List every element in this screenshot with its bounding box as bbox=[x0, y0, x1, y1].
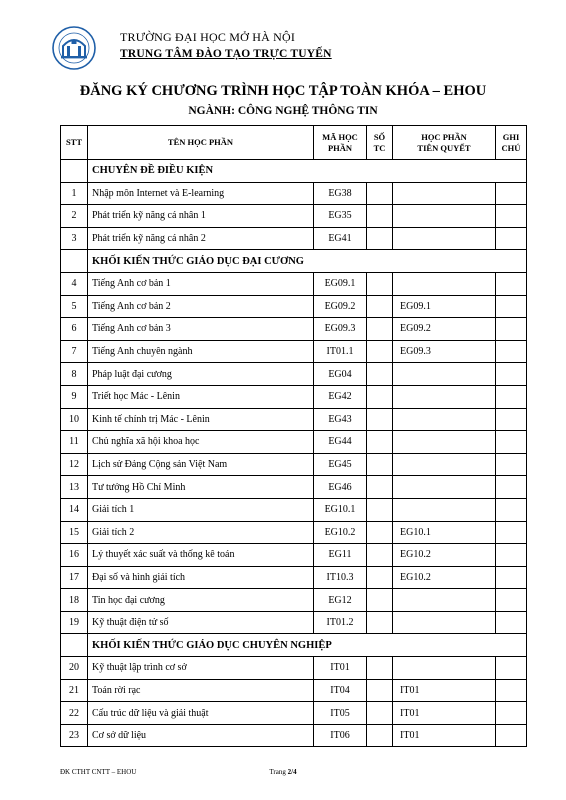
credits-cell bbox=[367, 702, 393, 725]
course-code-cell: EG04 bbox=[314, 363, 367, 386]
prerequisite-cell bbox=[393, 272, 496, 295]
course-code-cell: IT06 bbox=[314, 724, 367, 747]
course-code-cell: EG41 bbox=[314, 227, 367, 250]
credits-cell bbox=[367, 227, 393, 250]
credits-cell bbox=[367, 453, 393, 476]
course-code-cell: EG35 bbox=[314, 205, 367, 228]
prerequisite-cell bbox=[393, 408, 496, 431]
stt-cell: 15 bbox=[61, 521, 88, 544]
credits-cell bbox=[367, 566, 393, 589]
table-row bbox=[61, 408, 527, 431]
stt-cell: 3 bbox=[61, 227, 88, 250]
note-cell bbox=[496, 476, 527, 499]
course-code-cell: EG10.2 bbox=[314, 521, 367, 544]
credits-cell bbox=[367, 385, 393, 408]
course-name-cell: Lý thuyết xác suất và thống kê toán bbox=[88, 544, 314, 567]
note-cell bbox=[496, 363, 527, 386]
course-code-cell: IT05 bbox=[314, 702, 367, 725]
course-code-cell: EG38 bbox=[314, 182, 367, 205]
credits-cell bbox=[367, 295, 393, 318]
table-row bbox=[61, 182, 527, 205]
table-row bbox=[61, 589, 527, 612]
prerequisite-cell: IT01 bbox=[393, 679, 496, 702]
course-code-cell: EG12 bbox=[314, 589, 367, 612]
note-cell bbox=[496, 205, 527, 228]
prerequisite-cell: IT01 bbox=[393, 724, 496, 747]
prerequisite-cell: EG09.3 bbox=[393, 340, 496, 363]
course-name-cell: Pháp luật đại cương bbox=[88, 363, 314, 386]
prerequisite-cell bbox=[393, 657, 496, 680]
note-cell bbox=[496, 611, 527, 634]
prerequisite-cell bbox=[393, 363, 496, 386]
stt-cell: 18 bbox=[61, 589, 88, 612]
course-name-cell: Tin học đại cương bbox=[88, 589, 314, 612]
note-cell bbox=[496, 498, 527, 521]
course-name-cell: Kỹ thuật điện tử số bbox=[88, 611, 314, 634]
prerequisite-cell bbox=[393, 498, 496, 521]
prerequisite-cell: EG10.2 bbox=[393, 566, 496, 589]
credits-cell bbox=[367, 318, 393, 341]
stt-cell: 16 bbox=[61, 544, 88, 567]
note-cell bbox=[496, 340, 527, 363]
course-name-cell: Toán rời rạc bbox=[88, 679, 314, 702]
stt-cell: 9 bbox=[61, 385, 88, 408]
table-row bbox=[61, 476, 527, 499]
prerequisite-cell bbox=[393, 611, 496, 634]
note-cell bbox=[496, 408, 527, 431]
prerequisite-cell: IT01 bbox=[393, 702, 496, 725]
credits-cell bbox=[367, 724, 393, 747]
header-note: GHI CHÚ bbox=[496, 126, 527, 160]
stt-cell: 22 bbox=[61, 702, 88, 725]
course-table bbox=[60, 125, 527, 747]
note-cell bbox=[496, 295, 527, 318]
section-stt-cell bbox=[61, 634, 88, 657]
table-row bbox=[61, 295, 527, 318]
page-number: 2/4 bbox=[287, 768, 297, 776]
course-name-cell: Phát triển kỹ năng cá nhân 1 bbox=[88, 205, 314, 228]
credits-cell bbox=[367, 340, 393, 363]
prerequisite-cell bbox=[393, 431, 496, 454]
center-name: TRUNG TÂM ĐÀO TẠO TRỰC TUYẾN bbox=[120, 48, 332, 60]
note-cell bbox=[496, 702, 527, 725]
table-row bbox=[61, 544, 527, 567]
section-heading: KHỐI KIẾN THỨC GIÁO DỤC CHUYÊN NGHIỆP bbox=[88, 634, 527, 657]
prerequisite-cell bbox=[393, 182, 496, 205]
footer-page: Trang 2/4 bbox=[269, 768, 297, 776]
prerequisite-cell bbox=[393, 589, 496, 612]
table-row bbox=[61, 385, 527, 408]
prerequisite-cell bbox=[393, 205, 496, 228]
note-cell bbox=[496, 431, 527, 454]
credits-cell bbox=[367, 521, 393, 544]
note-cell bbox=[496, 453, 527, 476]
note-cell bbox=[496, 657, 527, 680]
table-row bbox=[61, 363, 527, 386]
table-row bbox=[61, 657, 527, 680]
course-name-cell: Tiếng Anh chuyên ngành bbox=[88, 340, 314, 363]
course-code-cell: EG45 bbox=[314, 453, 367, 476]
stt-cell: 1 bbox=[61, 182, 88, 205]
header-credits: SỐ TC bbox=[367, 126, 393, 160]
table-row bbox=[61, 272, 527, 295]
table-row bbox=[61, 566, 527, 589]
section-heading: KHỐI KIẾN THỨC GIÁO DỤC ĐẠI CƯƠNG bbox=[88, 250, 527, 273]
course-name-cell: Kinh tế chính trị Mác - Lênin bbox=[88, 408, 314, 431]
course-code-cell: IT01 bbox=[314, 657, 367, 680]
stt-cell: 20 bbox=[61, 657, 88, 680]
credits-cell bbox=[367, 544, 393, 567]
note-cell bbox=[496, 272, 527, 295]
table-row bbox=[61, 227, 527, 250]
credits-cell bbox=[367, 182, 393, 205]
stt-cell: 13 bbox=[61, 476, 88, 499]
section-row bbox=[61, 634, 527, 657]
prerequisite-cell: EG10.1 bbox=[393, 521, 496, 544]
course-code-cell: EG09.1 bbox=[314, 272, 367, 295]
course-name-cell: Tiếng Anh cơ bản 3 bbox=[88, 318, 314, 341]
header-course-code: MÃ HỌC PHẦN bbox=[314, 126, 367, 160]
credits-cell bbox=[367, 363, 393, 386]
note-cell bbox=[496, 589, 527, 612]
course-name-cell: Đại số và hình giải tích bbox=[88, 566, 314, 589]
section-row bbox=[61, 160, 527, 183]
stt-cell: 6 bbox=[61, 318, 88, 341]
course-name-cell: Chủ nghĩa xã hội khoa học bbox=[88, 431, 314, 454]
stt-cell: 11 bbox=[61, 431, 88, 454]
prerequisite-cell: EG09.1 bbox=[393, 295, 496, 318]
table-row bbox=[61, 340, 527, 363]
course-name-cell: Nhập môn Internet và E-learning bbox=[88, 182, 314, 205]
note-cell bbox=[496, 544, 527, 567]
note-cell bbox=[496, 566, 527, 589]
course-code-cell: EG44 bbox=[314, 431, 367, 454]
course-name-cell: Phát triển kỹ năng cá nhân 2 bbox=[88, 227, 314, 250]
table-row bbox=[61, 431, 527, 454]
note-cell bbox=[496, 318, 527, 341]
course-name-cell: Kỹ thuật lập trình cơ sở bbox=[88, 657, 314, 680]
note-cell bbox=[496, 521, 527, 544]
credits-cell bbox=[367, 205, 393, 228]
credits-cell bbox=[367, 657, 393, 680]
table-row bbox=[61, 453, 527, 476]
credits-cell bbox=[367, 611, 393, 634]
table-row bbox=[61, 679, 527, 702]
table-body bbox=[61, 160, 527, 747]
credits-cell bbox=[367, 476, 393, 499]
table-row bbox=[61, 724, 527, 747]
stt-cell: 10 bbox=[61, 408, 88, 431]
header-course-name: TÊN HỌC PHẦN bbox=[88, 126, 314, 160]
credits-cell bbox=[367, 498, 393, 521]
university-name: TRƯỜNG ĐẠI HỌC MỞ HÀ NỘI bbox=[120, 30, 296, 44]
course-name-cell: Triết học Mác - Lênin bbox=[88, 385, 314, 408]
stt-cell: 2 bbox=[61, 205, 88, 228]
course-code-cell: EG10.1 bbox=[314, 498, 367, 521]
credits-cell bbox=[367, 272, 393, 295]
table-row bbox=[61, 702, 527, 725]
stt-cell: 7 bbox=[61, 340, 88, 363]
prerequisite-cell bbox=[393, 453, 496, 476]
course-code-cell: EG09.3 bbox=[314, 318, 367, 341]
course-name-cell: Giải tích 1 bbox=[88, 498, 314, 521]
course-code-cell: IT04 bbox=[314, 679, 367, 702]
prerequisite-cell bbox=[393, 476, 496, 499]
stt-cell: 12 bbox=[61, 453, 88, 476]
credits-cell bbox=[367, 431, 393, 454]
credits-cell bbox=[367, 589, 393, 612]
course-code-cell: IT01.2 bbox=[314, 611, 367, 634]
course-code-cell: EG46 bbox=[314, 476, 367, 499]
table-header-row bbox=[61, 126, 527, 160]
section-stt-cell bbox=[61, 250, 88, 273]
course-code-cell: EG42 bbox=[314, 385, 367, 408]
note-cell bbox=[496, 724, 527, 747]
course-code-cell: EG43 bbox=[314, 408, 367, 431]
course-name-cell: Tiếng Anh cơ bản 1 bbox=[88, 272, 314, 295]
table-row bbox=[61, 318, 527, 341]
course-name-cell: Lịch sử Đảng Cộng sản Việt Nam bbox=[88, 453, 314, 476]
table-row bbox=[61, 205, 527, 228]
section-stt-cell bbox=[61, 160, 88, 183]
credits-cell bbox=[367, 679, 393, 702]
course-code-cell: IT01.1 bbox=[314, 340, 367, 363]
header-prerequisite: HỌC PHẦN TIÊN QUYẾT bbox=[393, 126, 496, 160]
stt-cell: 5 bbox=[61, 295, 88, 318]
university-logo bbox=[52, 26, 96, 70]
stt-cell: 4 bbox=[61, 272, 88, 295]
stt-cell: 8 bbox=[61, 363, 88, 386]
header-stt: STT bbox=[61, 126, 88, 160]
section-row bbox=[61, 250, 527, 273]
prerequisite-cell bbox=[393, 385, 496, 408]
stt-cell: 19 bbox=[61, 611, 88, 634]
course-name-cell: Giải tích 2 bbox=[88, 521, 314, 544]
page-title: ĐĂNG KÝ CHƯƠNG TRÌNH HỌC TẬP TOÀN KHÓA – EHOU bbox=[79, 83, 487, 99]
note-cell bbox=[496, 679, 527, 702]
prerequisite-cell: EG10.2 bbox=[393, 544, 496, 567]
table-row bbox=[61, 521, 527, 544]
credits-cell bbox=[367, 408, 393, 431]
note-cell bbox=[496, 227, 527, 250]
section-heading: CHUYÊN ĐỀ ĐIỀU KIỆN bbox=[88, 160, 527, 183]
stt-cell: 14 bbox=[61, 498, 88, 521]
course-code-cell: EG11 bbox=[314, 544, 367, 567]
course-code-cell: IT10.3 bbox=[314, 566, 367, 589]
prerequisite-cell: EG09.2 bbox=[393, 318, 496, 341]
stt-cell: 17 bbox=[61, 566, 88, 589]
course-code-cell: EG09.2 bbox=[314, 295, 367, 318]
course-name-cell: Cấu trúc dữ liệu và giải thuật bbox=[88, 702, 314, 725]
course-name-cell: Cơ sở dữ liệu bbox=[88, 724, 314, 747]
course-name-cell: Tư tưởng Hồ Chí Minh bbox=[88, 476, 314, 499]
major-subtitle: NGÀNH: CÔNG NGHỆ THÔNG TIN bbox=[188, 105, 378, 117]
table-row bbox=[61, 611, 527, 634]
note-cell bbox=[496, 182, 527, 205]
footer-document-id: ĐK CTHT CNTT – EHOU bbox=[60, 768, 137, 776]
note-cell bbox=[496, 385, 527, 408]
stt-cell: 23 bbox=[61, 724, 88, 747]
table-row bbox=[61, 498, 527, 521]
course-name-cell: Tiếng Anh cơ bản 2 bbox=[88, 295, 314, 318]
prerequisite-cell bbox=[393, 227, 496, 250]
stt-cell: 21 bbox=[61, 679, 88, 702]
